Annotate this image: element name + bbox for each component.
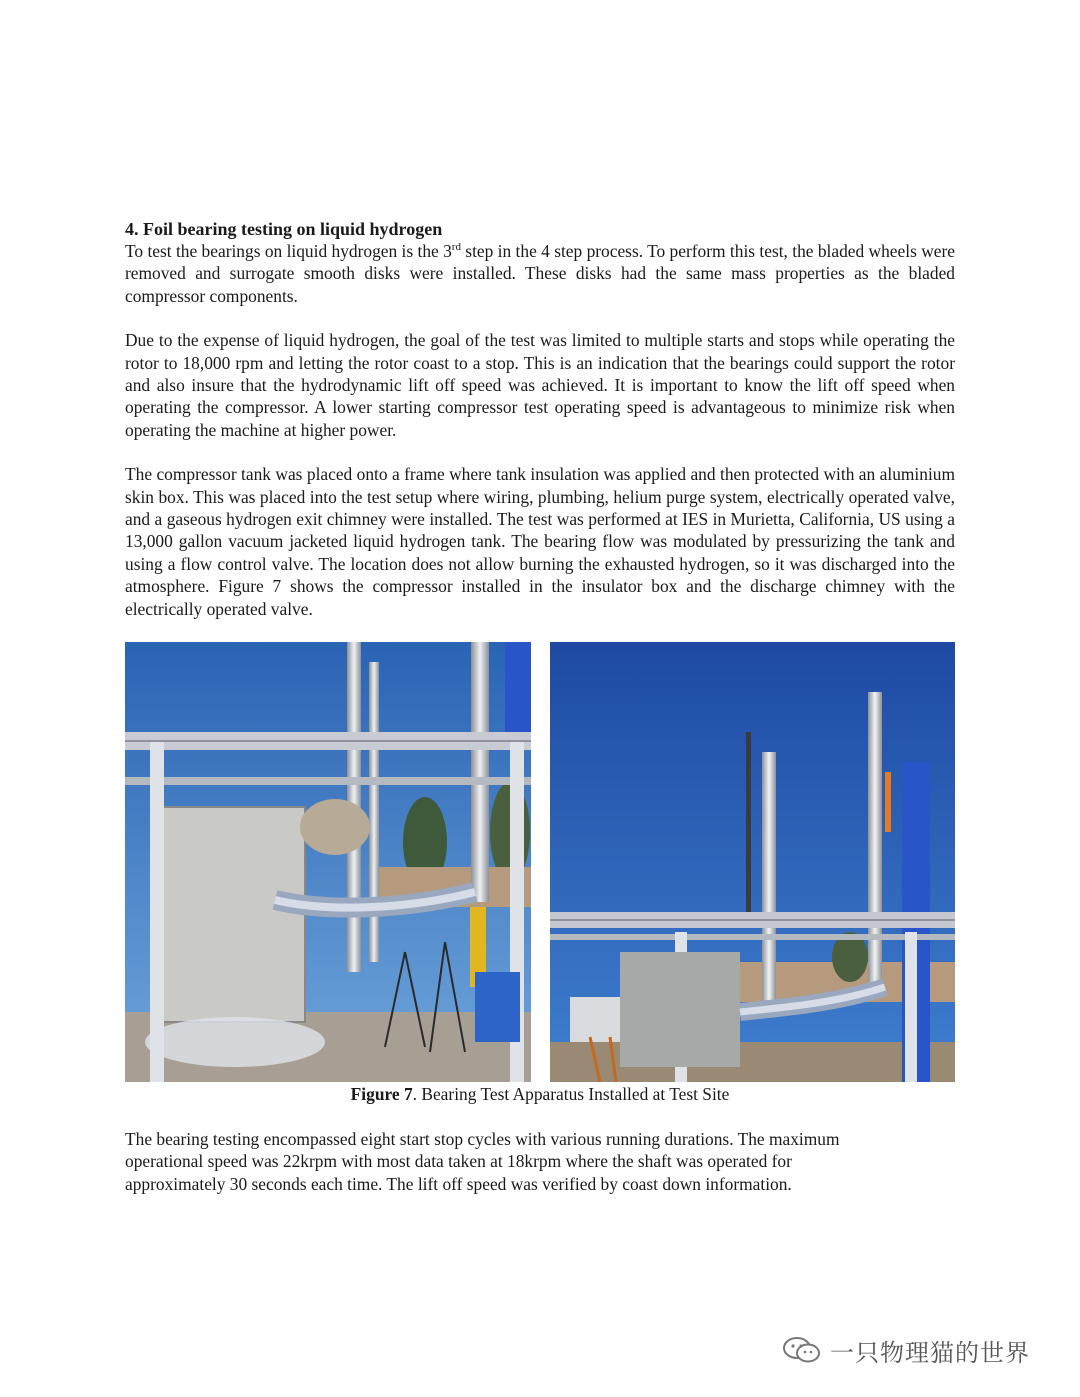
photo-left-test-apparatus [125,642,531,1082]
p1-end: step in the 4 step process. To perform this test, the bladed wheels were removed and surrogate smooth disks were installed. These disks had the same mass properties as the bladed compressor components. [125,241,955,306]
watermark [782,1332,1052,1368]
figure-caption [125,1083,955,1105]
p1-start: To test the bearings on liquid hydrogen is the 3 [125,241,452,261]
closing-line-3: approximately 30 seconds each time. The lift off speed was verified by coast down information. [125,1173,792,1194]
wechat-icon [782,1335,822,1365]
closing-line-2: operational speed was 22krpm with most data taken at 18krpm where the shaft was operated for [125,1151,792,1172]
closing-paragraph [125,1128,955,1195]
figure-caption-text: . Bearing Test Apparatus Installed at Test Site [412,1084,730,1104]
closing-line-1: The bearing testing encompassed eight start stop cycles with various running durations. The maximum [125,1129,840,1149]
paragraph-1 [125,240,955,307]
photo-right-discharge-chimney [550,642,955,1082]
section-body [125,218,955,620]
paragraph-2: Due to the expense of liquid hydrogen, the goal of the test was limited to multiple starts and stops while operating the rotor to 18,000 rpm and letting the rotor coast to a stop. This is an indication that the bearings could support the rotor and also insure that the hydrodynamic lift off speed was achieved. It is important to know the lift off speed when operating the compressor. A lower starting compressor test operating speed is advantageous to minimize risk when operating the machine at higher power. [125,330,955,440]
watermark-text: 一只物理猫的世界 [830,1338,1030,1367]
figure-label: Figure 7 [350,1084,413,1104]
p1-superscript: rd [451,241,461,254]
section-heading: 4. Foil bearing testing on liquid hydrogen [125,219,443,239]
paragraph-3: The compressor tank was placed onto a frame where tank insulation was applied and then protected with an aluminium skin box. This was placed into the test setup where wiring, plumbing, helium purge system, electrically operated valve, and a gaseous hydrogen exit chimney were installed. The test was performed at IES in Murietta, California, US using a 13,000 gallon vacuum jacketed liquid hydrogen tank. The bearing flow was modulated by pressurizing the tank and using a flow control valve. The location does not allow burning the exhausted hydrogen, so it was discharged into the atmosphere. Figure 7 shows the compressor installed in the insulator box and the discharge chimney with the electrically operated valve. [125,464,955,619]
figure-7 [125,642,955,1082]
